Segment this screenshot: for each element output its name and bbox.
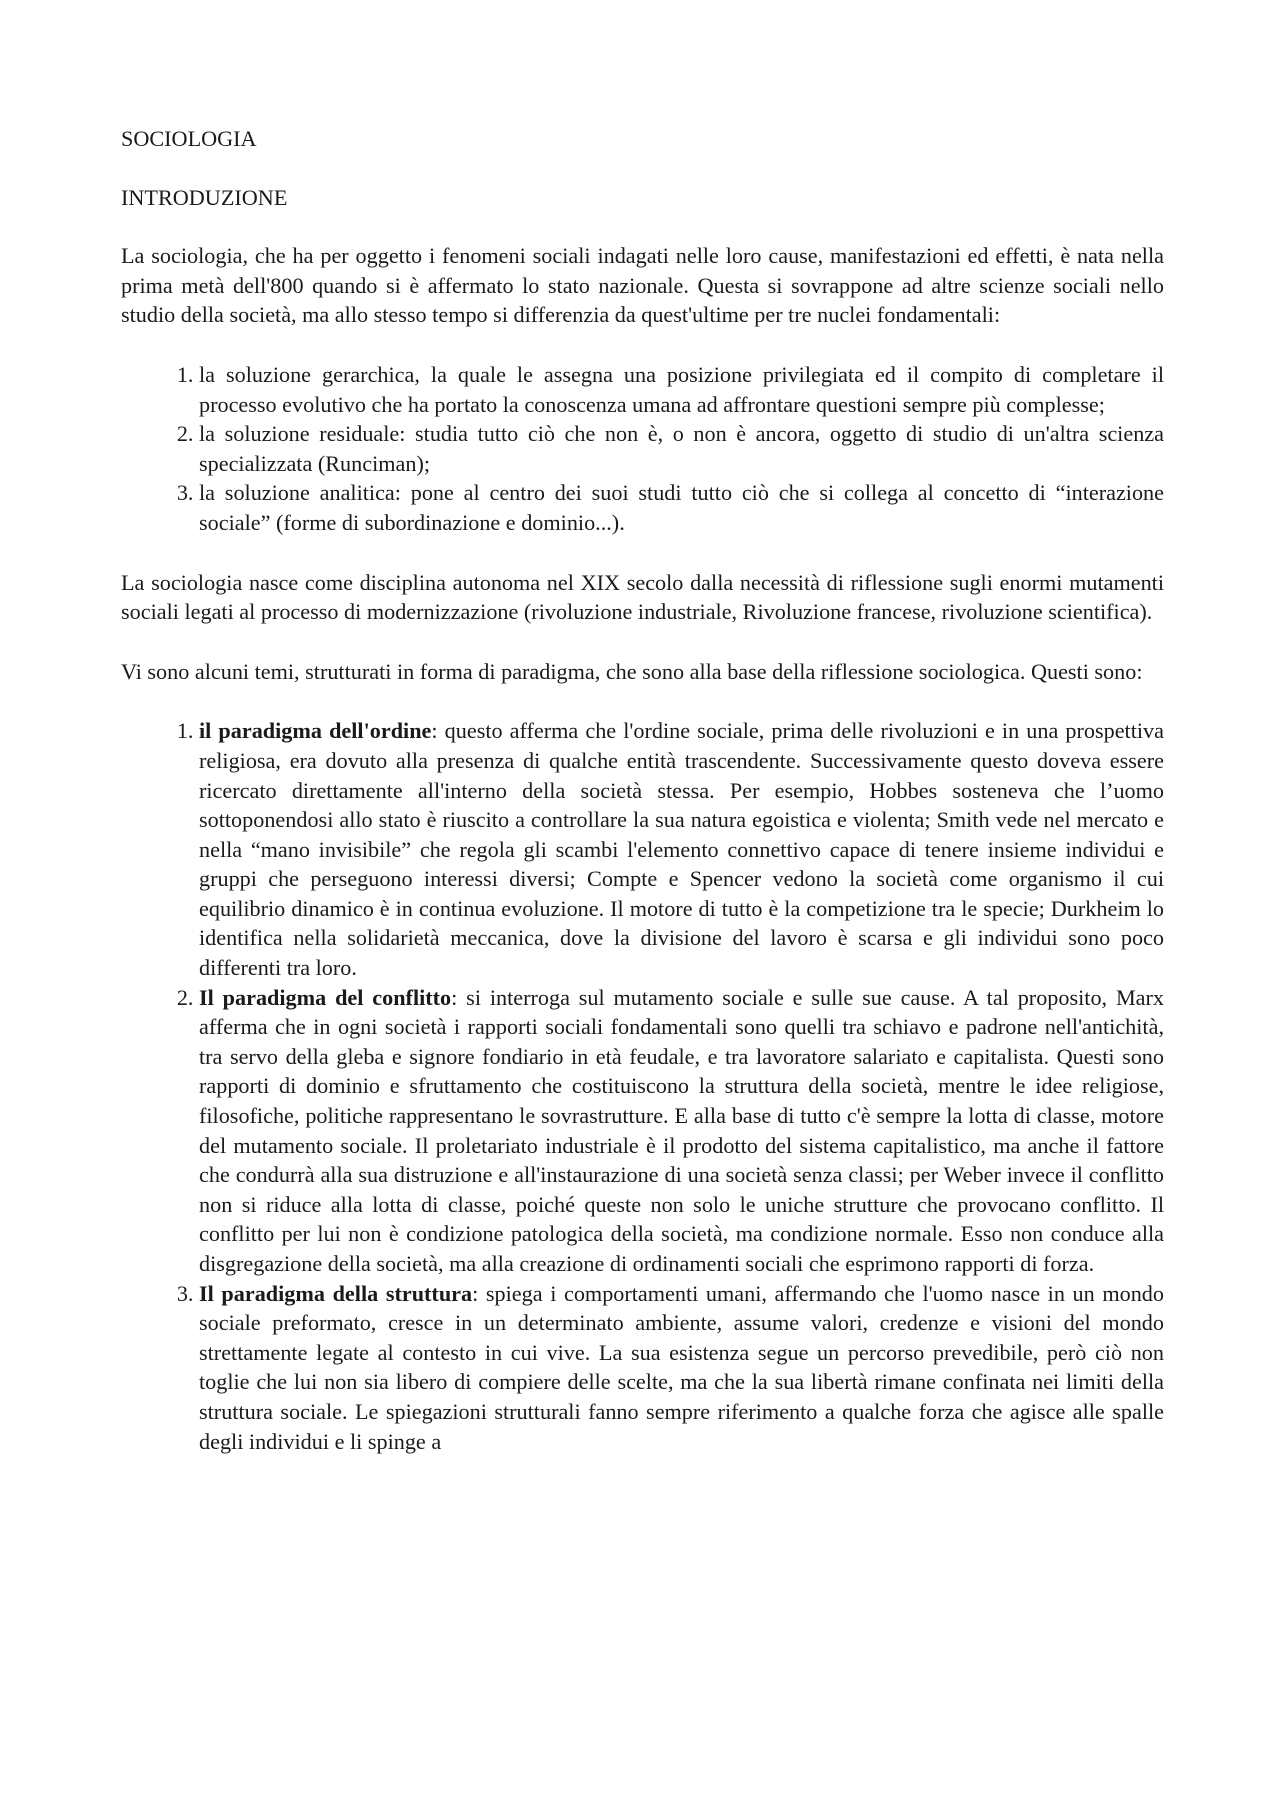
list-item xyxy=(199,983,1164,1279)
paragraph-paradigms-intro: Vi sono alcuni temi, strutturati in forma di paradigma, che sono alla base della riflessione sociologica. Questi sono: xyxy=(121,658,1143,684)
solutions-list xyxy=(121,360,1164,538)
paradigm-text: : spiega i comportamenti umani, affermando che l'uomo nasce in un mondo sociale preformato, cresce in un determinato ambiente, assume valori, credenze e visioni del mondo strettamente legate al contesto in cui vive. La sua esistenza segue un percorso prevedibile, però ciò non toglie che lui non sia libero di compiere delle scelte, ma che la sua libertà rimane confinata nei limiti della struttura sociale. Le spiegazioni strutturali fanno sempre riferimento a qualche forza che agisce alle spalle degli individui e li spinge a xyxy=(199,1280,1164,1454)
paradigm-text: : si interroga sul mutamento sociale e sulle sue cause. A tal proposito, Marx afferma che in ogni società i rapporti sociali fondamentali sono quelli tra schiavo e padrone nell'antichità, tra servo della gleba e signore fondiario in età feudale, e tra lavoratore salariato e capitalista. Questi sono rapporti di dominio e sfruttamento che costituiscono la struttura della società, mentre le idee religiose, filosofiche, politiche rappresentano le sovrastrutture. E alla base di tutto c'è sempre la lotta di classe, motore del mutamento sociale. Il proletariato industriale è il prodotto del sistema capitalistico, ma anche il fattore che condurrà alla sua distruzione e all'instaurazione di una società senza classi; per Weber invece il conflitto non si riduce alla lotta di classe, poiché queste non solo le uniche strutture che provocano conflitto. Il conflitto per lui non è condizione patologica della società, ma condizione normale. Esso non conduce alla disgregazione della società, ma alla creazione di ordinamenti sociali che esprimono rapporti di forza. xyxy=(199,984,1165,1276)
list-item xyxy=(199,1279,1164,1457)
paragraph-modernization: La sociologia nasce come disciplina autonoma nel XIX secolo dalla necessità di riflessione sugli enormi mutamenti sociali legati al processo di modernizzazione (rivoluzione industriale, Rivoluzione francese, rivoluzione scientifica). xyxy=(121,569,1164,625)
document-title: SOCIOLOGIA xyxy=(121,126,257,151)
list-item: 2. la soluzione residuale: studia tutto ciò che non è, o non è ancora, oggetto di studio di un'altra scienza specializzata (Runciman); xyxy=(199,419,1164,478)
paradigms-list xyxy=(121,716,1164,1456)
list-item: 1. la soluzione gerarchica, la quale le assegna una posizione privilegiata ed il compito di completare il processo evolutivo che ha portato la conoscenza umana ad affrontare questioni sempre più complesse; xyxy=(199,360,1164,419)
list-item xyxy=(199,716,1164,982)
intro-paragraph: La sociologia, che ha per oggetto i fenomeni sociali indagati nelle loro cause, manifestazioni ed effetti, è nata nella prima metà dell'800 quando si è affermato lo stato nazionale. Questa si sovrappone ad altre scienze sociali nello studio della società, ma allo stesso tempo si differenzia da quest'ultime per tre nuclei fondamentali: xyxy=(121,243,1164,328)
section-heading: INTRODUZIONE xyxy=(121,184,288,210)
list-item: 3. la soluzione analitica: pone al centro dei suoi studi tutto ciò che si collega al concetto di “interazione sociale” (forme di subordinazione e dominio...). xyxy=(199,478,1164,537)
paradigm-term: Il paradigma del conflitto xyxy=(199,984,452,1010)
paradigm-text: : questo afferma che l'ordine sociale, prima delle rivoluzioni e in una prospettiva religiosa, era dovuto alla presenza di qualche entità trascendente. Successivamente questo doveva essere ricercato direttamente all'interno della società stessa. Per esempio, Hobbes sosteneva che l’uomo sottoponendosi allo stato è riuscito a controllare la sua natura egoistica e violenta; Smith vede nel mercato e nella “mano invisibile” che regola gli scambi l'elemento connettivo capace di tenere insieme individui e gruppi che perseguono interessi diversi; Compte e Spencer vedono la società come organismo il cui equilibrio dinamico è in continua evoluzione. Il motore di tutto è la competizione tra le specie; Durkheim lo identifica nella solidarietà meccanica, dove la divisione del lavoro è scarsa e gli individui sono poco differenti tra loro. xyxy=(199,718,1164,981)
paradigm-term: Il paradigma della struttura xyxy=(199,1280,473,1306)
paradigm-term: il paradigma dell'ordine xyxy=(199,718,432,744)
